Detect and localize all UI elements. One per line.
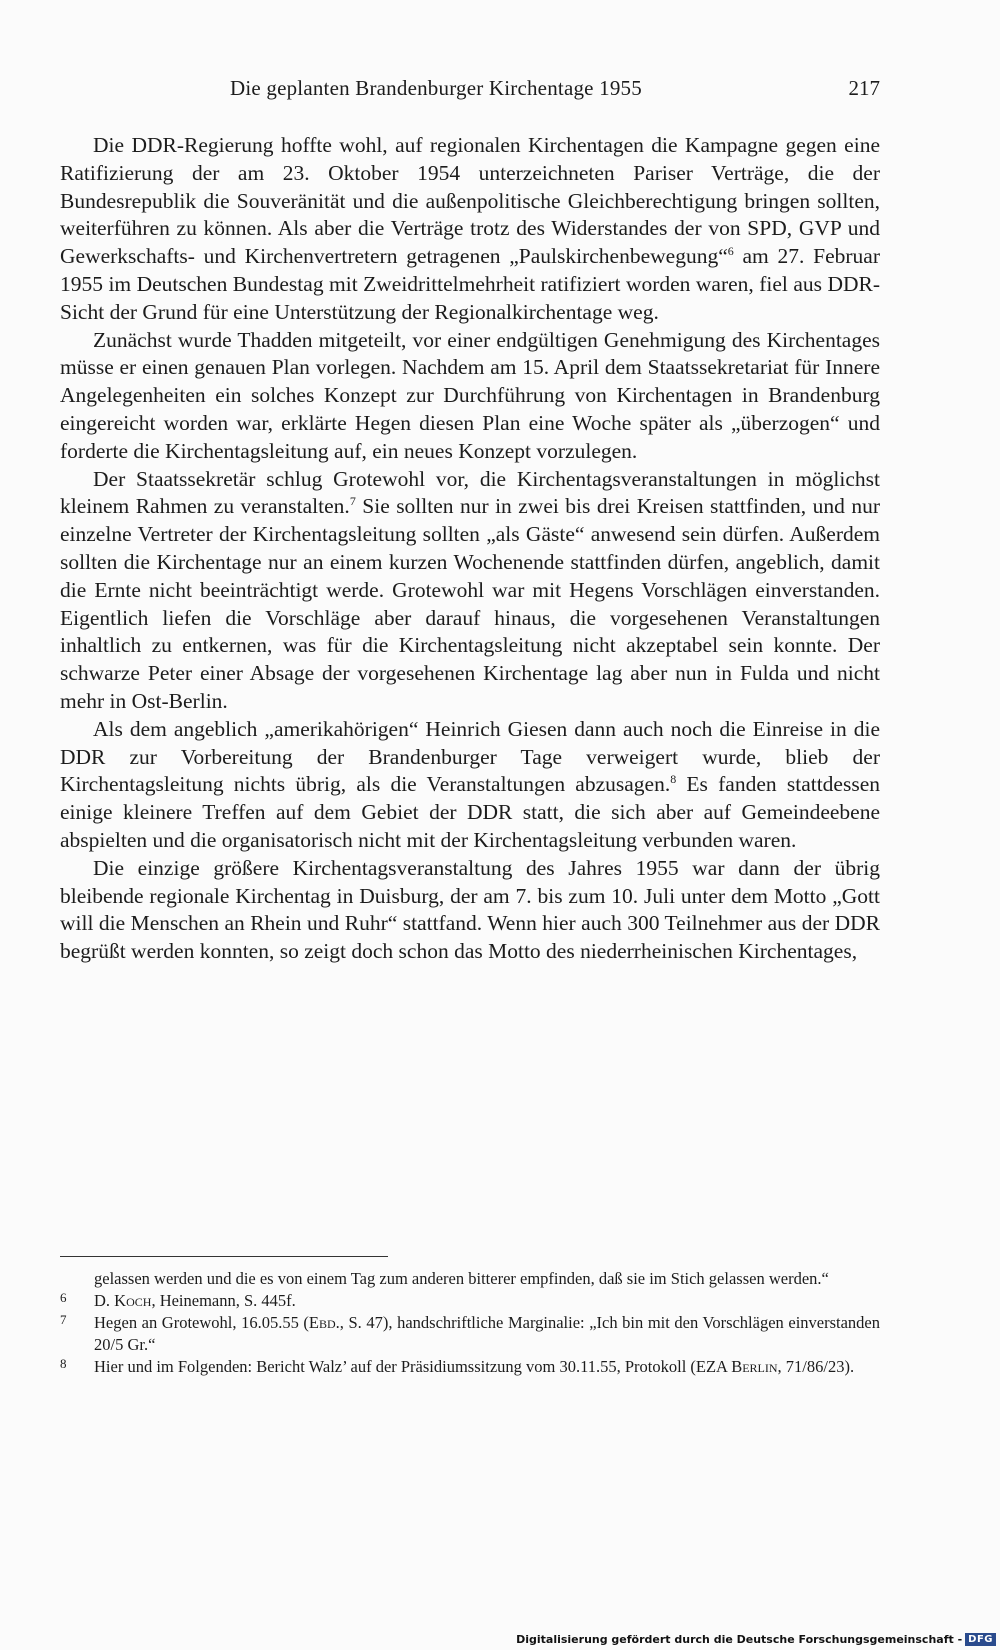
running-head: [60, 76, 880, 106]
running-head-title: Die geplanten Brandenburger Kirchentage 1955: [230, 76, 642, 100]
digitization-footer: [516, 1633, 996, 1646]
footnote-8-number: 8: [60, 1356, 67, 1371]
page-number: 217: [848, 76, 880, 100]
paragraph-4: [60, 716, 880, 855]
paragraph-4-text-a: Als dem angeblich „amerikahörigen“ Heinrich Giesen dann auch noch die Einreise in die DDR zur Vorbereitung der Brandenburger Tage verweigert wurde, blieb der Kirchentagsleitung nichts übrig, als die Veranstaltungen abzusagen.: [60, 716, 880, 797]
footnote-6-post: , Heinemann, S. 445f.: [151, 1291, 296, 1310]
digitization-credit: Digitalisierung gefördert durch die Deutsche Forschungsgemeinschaft -: [516, 1633, 963, 1646]
paragraph-2: Zunächst wurde Thadden mitgeteilt, vor einer endgültigen Genehmigung des Kirchentages müsse er einen genauen Plan vorlegen. Nachdem am 15. April dem Staatssekretariat für Innere Angelegenheiten ein solches Konzept zur Durchführung von Kirchentagen in Brandenburg eingereicht worden war, erklärte Hegen diesen Plan eine Woche später als „überzogen“ und forderte die Kirchentagsleitung auf, ein neues Konzept vorzulegen.: [60, 327, 880, 463]
footnote-8-berlin: Berlin: [731, 1357, 778, 1376]
paragraph-1: [60, 132, 880, 327]
dfg-logo: DFG: [965, 1633, 996, 1646]
paragraph-3: [60, 466, 880, 716]
footnote-ref-6: 6: [727, 244, 734, 259]
paragraph-1-text-a: Die DDR-Regierung hoffte wohl, auf regionalen Kirchentagen die Kampagne gegen eine Ratifizierung der am 23. Oktober 1954 unterzeichneten Pariser Verträge, die der Bundesrepublik die Souveränität und die außenpolitische Gleichberechtigung bringen sollten, weiterführen zu können. Als aber die Verträge trotz des Widerstandes der von SPD, GVP und Gewerkschafts- und Kirchenvertretern getragenen „Paulskirchenbewegung“: [60, 133, 880, 269]
footnote-6-pre: D.: [94, 1291, 115, 1310]
footnote-7-ebd: Ebd.: [308, 1313, 340, 1332]
footnote-7: [60, 1312, 880, 1356]
footnote-ref-7: 7: [349, 494, 356, 509]
footnote-7-pre: Hegen an Grotewohl, 16.05.55 (: [94, 1313, 309, 1332]
footnote-7-number: 7: [60, 1312, 67, 1327]
paragraph-4-text-b: Es fanden stattdessen einige kleinere Treffen auf dem Gebiet der DDR statt, die sich aber auf Gemeindeebene abspielten und die organisatorisch nicht mit der Kirchentagsleitung verbunden waren.: [60, 772, 880, 852]
footnote-6-author: Koch: [114, 1291, 152, 1310]
footnote-8: [60, 1356, 880, 1378]
footnote-8-post: , 71/86/23).: [777, 1357, 855, 1376]
footnote-8-pre: Hier und im Folgenden: Bericht Walz’ auf der Präsidiumssitzung vom 30.11.55, Protokoll (EZA: [94, 1357, 732, 1376]
footnote-6: [60, 1290, 880, 1312]
footnote-divider: [60, 1256, 388, 1257]
footnote-ref-8: 8: [670, 772, 677, 787]
footnote-continuation: gelassen werden und die es von einem Tag zum anderen bitterer empfinden, daß sie im Stich gelassen werden.“: [94, 1269, 829, 1288]
paragraph-3-text-b: Sie sollten nur in zwei bis drei Kreisen stattfinden, und nur einzelne Vertreter der Kirchentagsleitung sollten „als Gäste“ anwesend sein dürfen. Außerdem sollten die Kirchentage nur an einem kurzen Wochenende stattfinden dürfen, angeblich, damit die Ernte nicht beeinträchtigt werde. Grotewohl war mit Hegens Vorschlägen einverstanden. Eigentlich liefen die Vorschläge aber darauf hinaus, die vorgesehenen Veranstaltungen inhaltlich zu entkernen, was für die Kirchentagsleitung nicht akzeptabel sein konnte. Der schwarze Peter einer Absage der vorgesehenen Kirchentage lag aber nun in Fulda und nicht mehr in Ost-Berlin.: [60, 494, 880, 713]
paragraph-3-text-a: Der Staatssekretär schlug Grotewohl vor, die Kirchentagsveranstaltungen in möglichst kleinem Rahmen zu veranstalten.: [60, 466, 880, 519]
body-text: [60, 132, 880, 966]
footnote-7-post: , S. 47), handschriftliche Marginalie: „Ich bin mit den Vorschlägen einverstanden 20/5 Gr.“: [94, 1313, 880, 1354]
footnote-6-number: 6: [60, 1290, 67, 1305]
footnotes: [60, 1268, 880, 1378]
paragraph-1-text-b: am 27. Februar 1955 im Deutschen Bundestag mit Zweidrittelmehrheit ratifiziert worden waren, fiel aus DDR-Sicht der Grund für eine Unterstützung der Regionalkirchentage weg.: [60, 244, 880, 324]
paragraph-5: Die einzige größere Kirchentagsveranstaltung des Jahres 1955 war dann der übrig bleibende regionale Kirchentag in Duisburg, der am 7. bis zum 10. Juli unter dem Motto „Gott will die Menschen an Rhein und Ruhr“ stattfand. Wenn hier auch 300 Teilnehmer aus der DDR begrüßt werden konnten, so zeigt doch schon das Motto des niederrheinischen Kirchentages,: [60, 855, 880, 964]
